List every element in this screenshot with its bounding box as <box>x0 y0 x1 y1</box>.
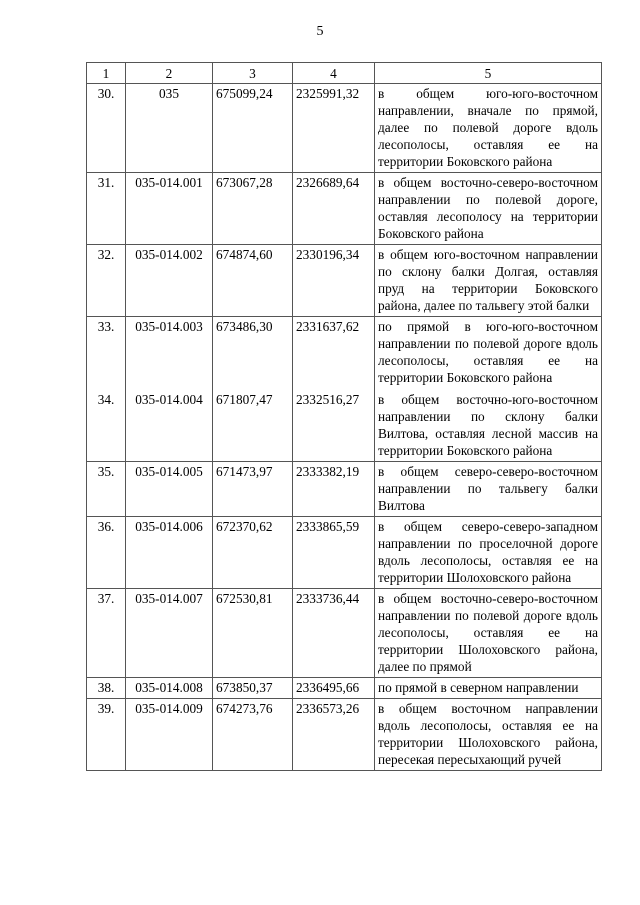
point-code: 035-014.008 <box>126 678 213 699</box>
boundary-description: в общем северо-северо-западном направлении по проселочной дороге вдоль лесополосы, оставляя ее на территории Шолоховского района <box>375 517 602 589</box>
boundary-description: в общем восточном направлении вдоль лесополосы, оставляя ее на территории Шолоховского района, пересекая пересыхающий ручей <box>375 699 602 771</box>
boundary-points-table <box>86 62 602 771</box>
y-coordinate: 2333865,59 <box>293 517 375 589</box>
row-number: 37. <box>87 589 126 678</box>
point-code: 035-014.005 <box>126 462 213 517</box>
point-code: 035-014.006 <box>126 517 213 589</box>
point-code: 035-014.007 <box>126 589 213 678</box>
boundary-description: в общем восточно-северо-восточном направлении по полевой дороге вдоль лесополосы, оставляя ее на территории Шолоховского района, далее по прямой <box>375 589 602 678</box>
point-code: 035-014.001 <box>126 173 213 245</box>
row-number: 32. <box>87 245 126 317</box>
table-row <box>87 589 602 678</box>
table-header-row <box>87 63 602 84</box>
table-row <box>87 678 602 699</box>
page-number: 5 <box>316 24 324 39</box>
y-coordinate: 2325991,32 <box>293 84 375 173</box>
point-code: 035-014.004 <box>126 388 213 462</box>
column-header: 1 <box>87 63 126 84</box>
point-code: 035 <box>126 84 213 173</box>
y-coordinate: 2330196,34 <box>293 245 375 317</box>
x-coordinate: 672370,62 <box>213 517 293 589</box>
y-coordinate: 2336495,66 <box>293 678 375 699</box>
x-coordinate: 671473,97 <box>213 462 293 517</box>
x-coordinate: 672530,81 <box>213 589 293 678</box>
row-number: 35. <box>87 462 126 517</box>
point-code: 035-014.003 <box>126 317 213 389</box>
table-row <box>87 245 602 317</box>
x-coordinate: 671807,47 <box>213 388 293 462</box>
y-coordinate: 2331637,62 <box>293 317 375 389</box>
point-code: 035-014.002 <box>126 245 213 317</box>
row-number: 36. <box>87 517 126 589</box>
boundary-description: в общем юго-восточном направлении по склону балки Долгая, оставляя пруд на территории Боковского района, далее по тальвегу этой балки <box>375 245 602 317</box>
row-number: 30. <box>87 84 126 173</box>
x-coordinate: 673850,37 <box>213 678 293 699</box>
x-coordinate: 674874,60 <box>213 245 293 317</box>
table-row <box>87 84 602 173</box>
y-coordinate: 2336573,26 <box>293 699 375 771</box>
table-row <box>87 462 602 517</box>
point-code: 035-014.009 <box>126 699 213 771</box>
row-number: 33. <box>87 317 126 389</box>
x-coordinate: 674273,76 <box>213 699 293 771</box>
column-header: 2 <box>126 63 213 84</box>
row-number: 39. <box>87 699 126 771</box>
row-number: 31. <box>87 173 126 245</box>
table-row <box>87 699 602 771</box>
x-coordinate: 673067,28 <box>213 173 293 245</box>
boundary-description: в общем юго-юго-восточном направлении, вначале по прямой, далее по полевой дороге вдоль лесополосы, оставляя ее на территории Боковского района <box>375 84 602 173</box>
column-header: 4 <box>293 63 375 84</box>
row-number: 34. <box>87 388 126 462</box>
x-coordinate: 673486,30 <box>213 317 293 389</box>
table-row <box>87 517 602 589</box>
table-row <box>87 317 602 389</box>
boundary-description: в общем восточно-юго-восточном направлении по склону балки Вилтова, оставляя лесной массив на территории Боковского района <box>375 388 602 462</box>
column-header: 5 <box>375 63 602 84</box>
y-coordinate: 2333736,44 <box>293 589 375 678</box>
boundary-description: по прямой в юго-юго-восточном направлении по полевой дороге вдоль лесополосы, оставляя ее на территории Боковского района <box>375 317 602 389</box>
boundary-description: в общем северо-северо-восточном направлении по тальвегу балки Вилтова <box>375 462 602 517</box>
boundary-description: по прямой в северном направлении <box>375 678 602 699</box>
y-coordinate: 2326689,64 <box>293 173 375 245</box>
boundary-description: в общем восточно-северо-восточном направлении по полевой дороге, оставляя лесополосу на территории Боковского района <box>375 173 602 245</box>
table-row <box>87 173 602 245</box>
x-coordinate: 675099,24 <box>213 84 293 173</box>
column-header: 3 <box>213 63 293 84</box>
y-coordinate: 2332516,27 <box>293 388 375 462</box>
row-number: 38. <box>87 678 126 699</box>
y-coordinate: 2333382,19 <box>293 462 375 517</box>
table-row <box>87 388 602 462</box>
